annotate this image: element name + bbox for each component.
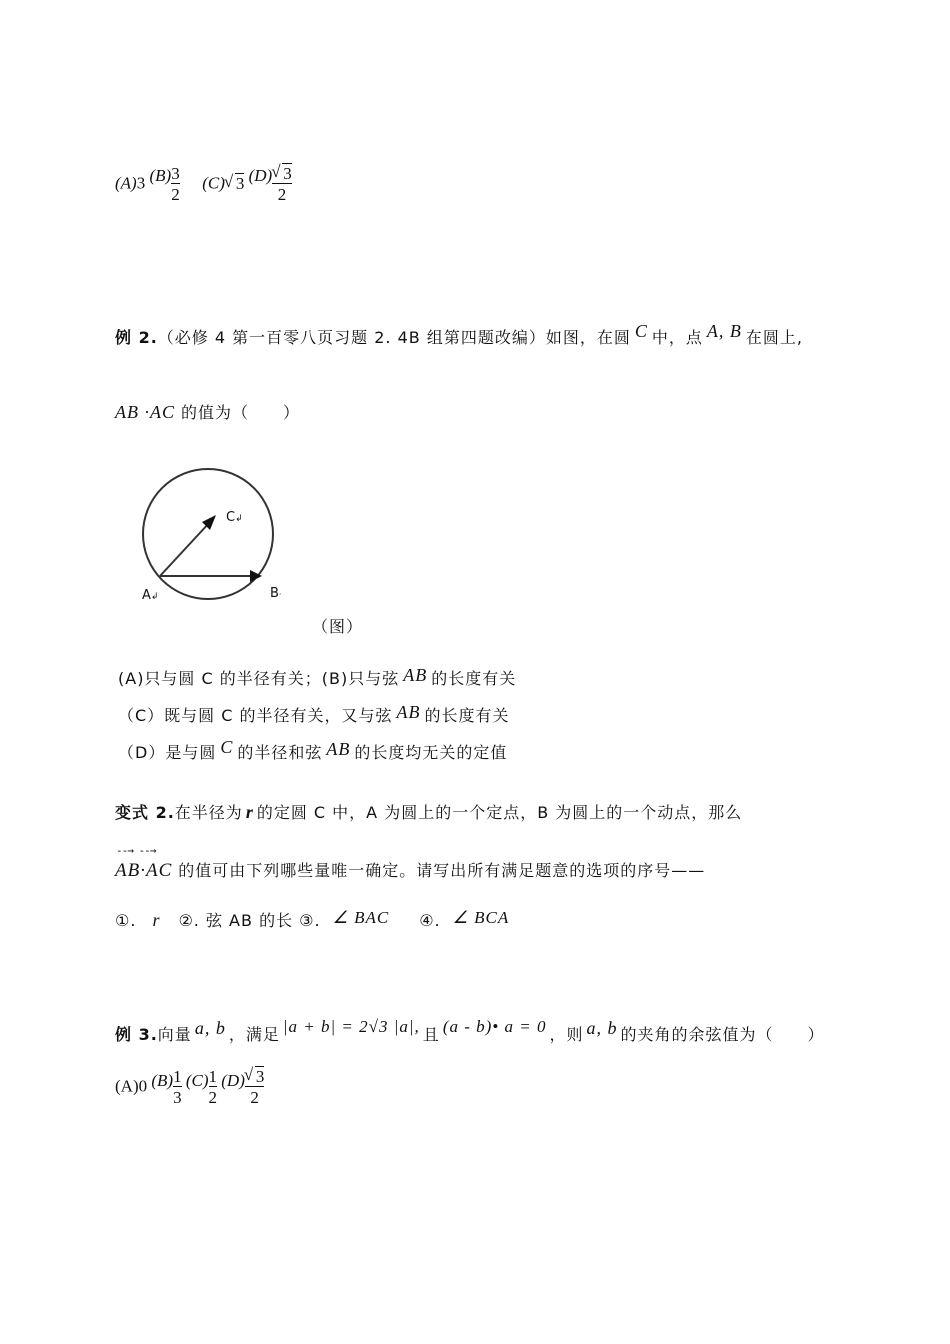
q1-option-c-label: (C) [202, 173, 225, 193]
variant2-opt3-var: ∠ BAC [332, 908, 390, 927]
variant2-line2 [115, 858, 705, 882]
example2-text1: （必修 4 第一百零八页习题 2. 4B 组第四题改编）如图，在圆 [157, 328, 631, 347]
q1-options [115, 163, 292, 213]
example2-optC-text: （C）既与圆 C 的半径有关，又与弦 [118, 706, 393, 725]
variant2-vector-arrows: --→ --→ [116, 844, 156, 857]
example2-optD-text: （D）是与圆 [118, 743, 217, 762]
example2-option-ab [118, 666, 516, 689]
variant2-var-r: r [245, 802, 254, 822]
example3-var-ab: a, b [194, 1018, 226, 1038]
variant2-text2: 的定圆 C 中，A 为圆上的一个定点，B 为圆上的一个动点，那么 [256, 803, 743, 822]
variant2-opt2: ②. 弦 AB 的长 ③. [178, 911, 321, 930]
example2-text3: 在圆上, [745, 328, 803, 347]
example3-option-c-fraction [209, 1067, 218, 1107]
example2-optA-text: (A)只与圆 C 的半径有关；(B)只与弦 [118, 669, 400, 688]
example2-var-ab: A, B [706, 321, 742, 341]
q1-option-a-value: 3 [136, 173, 146, 193]
figure-label-b: B· [270, 586, 282, 601]
figure-label-a: A↲ [142, 588, 159, 603]
example2-title: 例 2. [115, 328, 158, 347]
example3-text3: 且 [422, 1025, 440, 1044]
figure-vector-ac [160, 522, 210, 576]
variant2-opt4: ④. [419, 911, 441, 930]
example2-expr: AB ·AC [115, 402, 175, 422]
example2-option-d [118, 737, 508, 763]
example2-optD-var1: C [220, 737, 234, 757]
example3-text5: 的夹角的余弦值为（ ） [620, 1025, 825, 1044]
example3-options [115, 1066, 264, 1116]
example3-option-c-den: 2 [208, 1087, 217, 1107]
q1-option-c-sqrt: √ 3 [235, 173, 245, 194]
example2-line1 [115, 321, 803, 348]
example2-text4: 的值为（ ） [181, 403, 301, 422]
example2-optC-tail: 的长度有关 [424, 706, 510, 725]
q1-option-b-den: 2 [171, 184, 180, 204]
example2-text2: 中，点 [651, 328, 703, 347]
example3-option-d-fraction [245, 1066, 265, 1107]
q1-option-b-fraction [171, 164, 180, 204]
example3-option-a-value: 0 [138, 1076, 148, 1096]
example3-option-b-fraction [173, 1067, 182, 1107]
q1-option-d-den: 2 [272, 183, 292, 204]
variant2-opt1-var: r [152, 910, 161, 930]
variant2-text3: 的值可由下列哪些量唯一确定。请写出所有满足题意的选项的序号—— [178, 861, 706, 880]
variant2-opt4-var: ∠ BCA [452, 908, 510, 927]
example3-cond2: (a - b)• a = 0 [442, 1017, 547, 1036]
q1-option-b-num: 3 [171, 163, 180, 183]
example3-cond1: |a + b| = 2√3 |a|, [282, 1017, 420, 1036]
example3-option-c-label: (C) [185, 1070, 209, 1090]
example2-line2 [115, 400, 300, 423]
example3-option-b-num: 1 [173, 1066, 182, 1086]
example2-optA-var: AB [403, 665, 428, 685]
variant2-title: 变式 2. [115, 803, 175, 822]
variant2-opt1: ①. [115, 911, 137, 930]
example3-option-d-den: 2 [245, 1086, 265, 1107]
example3-line1 [115, 1017, 825, 1045]
q1-option-d-num: √ 3 [282, 163, 292, 183]
q1-option-b-label: (B) [149, 165, 172, 185]
figure-caption: （图） [312, 617, 364, 636]
variant2-line1 [115, 800, 742, 823]
example2-option-c [118, 703, 510, 726]
example2-optD-tail: 的长度均无关的定值 [354, 743, 508, 762]
example3-text1: 向量 [157, 1025, 192, 1044]
example2-optC-var: AB [396, 702, 421, 722]
example2-optD-mid: 的半径和弦 [237, 743, 323, 762]
example3-text4: ，则 [549, 1025, 584, 1044]
example3-var-ab2: a, b [586, 1018, 618, 1038]
q1-option-a-label: (A) [115, 173, 137, 193]
example3-option-b-den: 3 [173, 1087, 182, 1107]
variant2-expr: AB·AC [115, 860, 173, 881]
example3-option-b-label: (B) [151, 1070, 174, 1090]
variant2-options [115, 908, 509, 931]
q1-option-d-fraction [272, 163, 292, 204]
example2-optD-var2: AB [326, 739, 351, 759]
example3-option-c-num: 1 [208, 1066, 217, 1086]
example3-option-a-label: (A) [115, 1076, 139, 1096]
figure-label-c: C↲ [226, 510, 243, 525]
example3-option-d-num: √ 3 [255, 1066, 265, 1086]
example3-option-d-label: (D) [221, 1070, 245, 1090]
q1-option-d-label: (D) [248, 165, 273, 185]
example2-optA-tail: 的长度有关 [431, 669, 517, 688]
example3-title: 例 3. [115, 1025, 158, 1044]
example3-text2: ，满足 [228, 1025, 280, 1044]
variant2-text1: 在半径为 [174, 803, 243, 822]
example2-var-c: C [634, 321, 648, 341]
